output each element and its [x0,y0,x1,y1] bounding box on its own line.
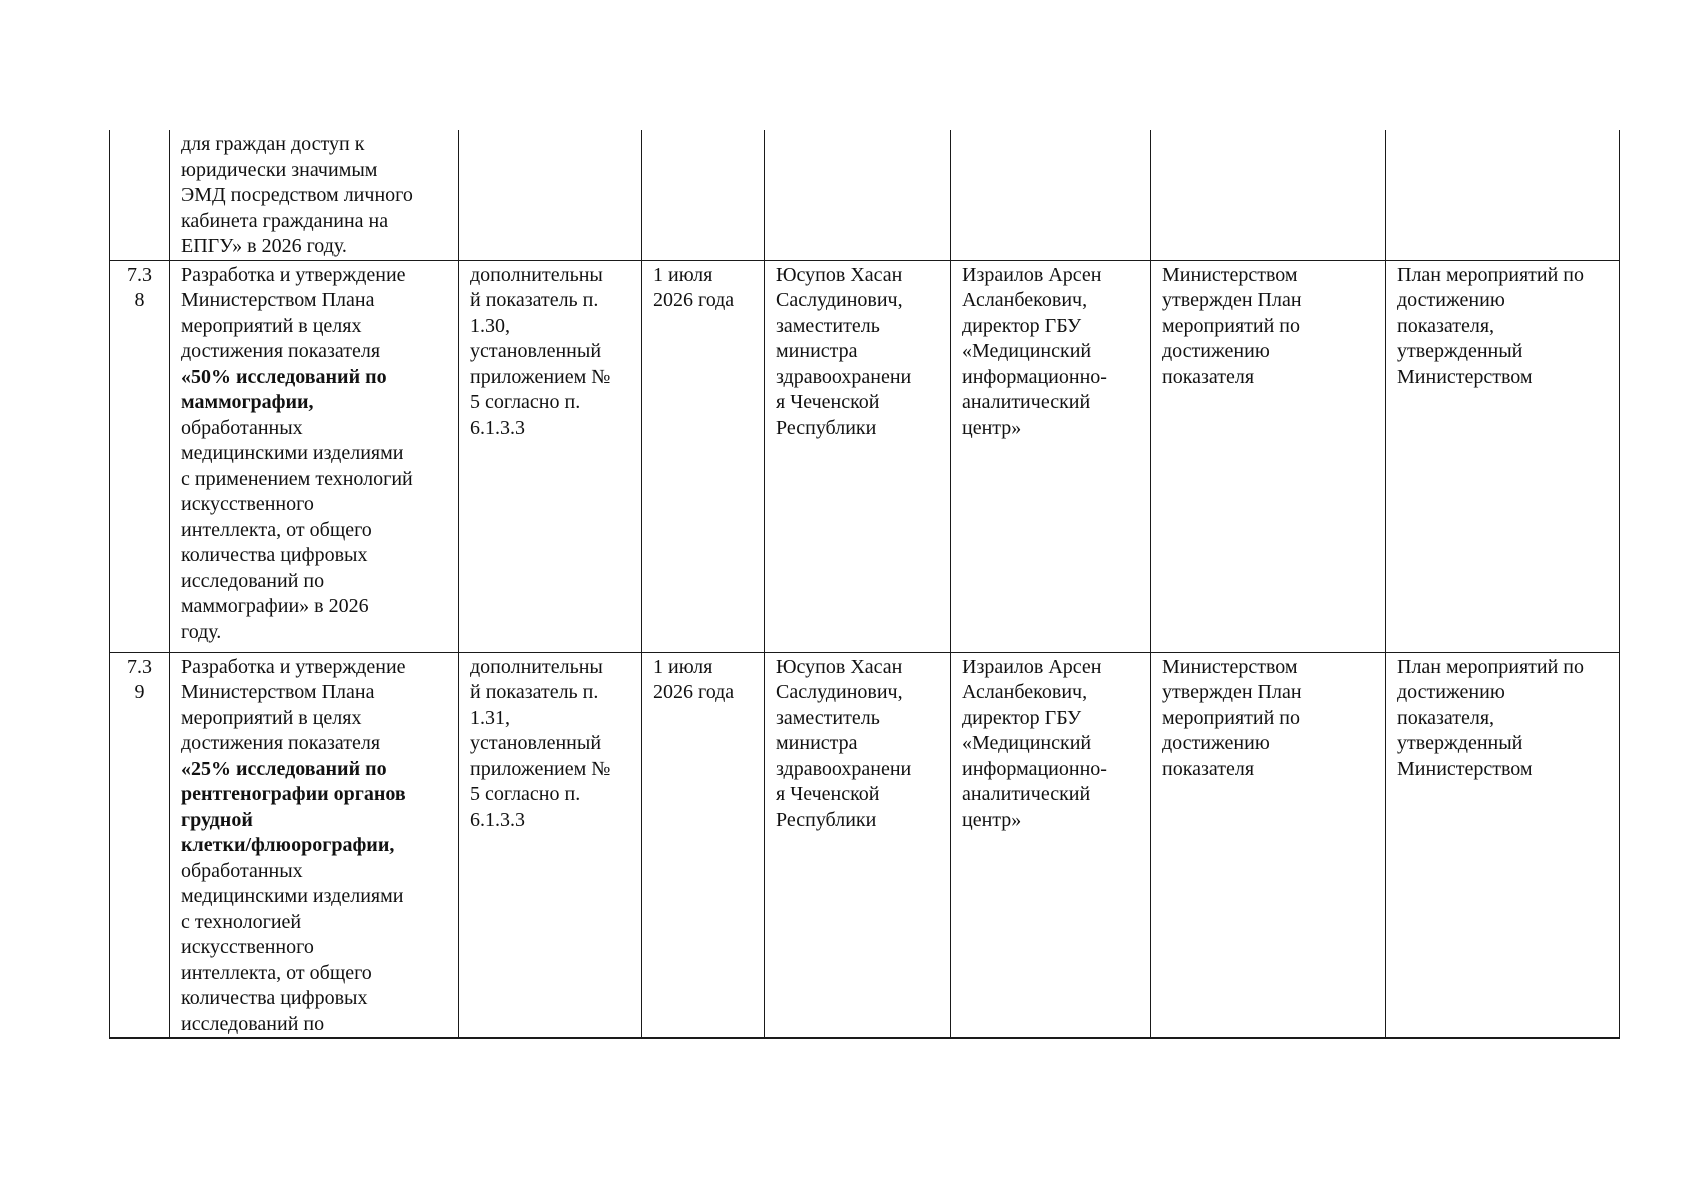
cell-text-line: центр» [962,416,1022,439]
table-row [110,260,1620,652]
cell-text-line: мероприятий по [1162,706,1300,729]
cell-text-line: интеллекта, от общего [181,518,372,541]
cell-text-line: «Медицинский [962,732,1092,754]
cell-text-line: 2026 года [653,681,735,703]
table-row [110,130,1620,260]
cell-text-line: показателя, [1397,314,1495,337]
document-cell [1386,652,1620,1038]
cell-text-line: достижению [1162,340,1270,362]
cell-text-line: искусственного [181,936,314,958]
deadline-cell [642,652,765,1038]
responsible-cell [765,260,951,652]
cell-text-line: «25% исследований по [181,757,387,780]
cell-text-line: директор ГБУ [962,706,1082,729]
cell-text-line: Юсупов Хасан [776,655,903,678]
row-number-cell [110,130,170,260]
cell-text-line: 6.1.3.3 [470,416,525,439]
cell-text-line: искусственного [181,493,314,515]
row-number-cell [110,652,170,1038]
cell-text-line: аналитический [962,391,1091,413]
cell-text-line: медицинскими изделиями [181,442,404,464]
cell-text-line: приложением № [470,757,611,780]
cell-text-line: установленный [470,340,602,362]
cell-text-line: Саслудинович, [776,289,903,311]
cell-text-line: обработанных [181,416,303,439]
cell-text-line: приложением № [470,365,611,388]
description-cell [170,130,459,260]
cell-text-line: утвержденный [1397,732,1523,754]
cell-text-line: количества цифровых [181,544,368,566]
cell-text-line: Асланбекович, [962,289,1088,311]
cell-text-line: Асланбекович, [962,681,1088,703]
cell-text-line: План мероприятий по [1397,655,1584,678]
cell-text-line: дополнительны [470,655,603,678]
cell-text-line: утвержденный [1397,340,1523,362]
executor-cell [951,130,1151,260]
cell-text-line: Министерством Плана [181,289,375,311]
cell-text-line: показателя [1162,757,1255,780]
deadline-cell [642,260,765,652]
cell-text-line: утвержден План [1162,289,1302,311]
table-body [110,130,1620,1038]
table-row [110,652,1620,1038]
indicator-cell [459,260,642,652]
executor-cell [951,260,1151,652]
cell-text-line: Разработка и утверждение [181,655,406,678]
cell-text-line: мероприятий в целях [181,314,362,337]
cell-text-line: министра [776,340,858,362]
cell-text-line: Республики [776,808,877,831]
cell-text-line: рентгенографии органов [181,783,406,805]
cell-text-line: я Чеченской [776,783,880,805]
responsible-cell [765,652,951,1038]
cell-text-line: Разработка и утверждение [181,263,406,286]
cell-text-line: 7.3 [127,655,152,678]
cell-text-line: Министерством Плана [181,681,375,703]
cell-text-line: центр» [962,808,1022,831]
cell-text-line: с применением технологий [181,467,413,490]
cell-text-line: мероприятий по [1162,314,1300,337]
indicator-cell [459,652,642,1038]
cell-text-line: й показатель п. [470,681,599,703]
cell-text-line: для граждан доступ к [181,133,365,155]
cell-text-line: 5 согласно п. [470,391,581,413]
cell-text-line: информационно- [962,365,1107,388]
cell-text-line: грудной [181,808,253,831]
responsible-cell [765,130,951,260]
cell-text-line: 1.30, [470,314,510,337]
cell-text-line: заместитель [776,706,880,729]
document-cell [1386,260,1620,652]
cell-text-line: показателя [1162,365,1255,388]
cell-text-line: достижению [1162,732,1270,754]
cell-text-line: я Чеченской [776,391,880,413]
cell-text-line: здравоохранени [776,365,912,388]
cell-text-line: Юсупов Хасан [776,263,903,286]
cell-text-line: ЕПГУ» в 2026 году. [181,235,347,257]
deadline-cell [642,130,765,260]
cell-text-line: достижения показателя [181,732,381,754]
result-cell [1151,652,1386,1038]
cell-text-line: здравоохранени [776,757,912,780]
cell-text-line: Министерством [1162,263,1298,286]
document-cell [1386,130,1620,260]
result-cell [1151,130,1386,260]
cell-text-line: Министерством [1397,757,1533,780]
cell-text-line: 8 [134,289,145,311]
cell-text-line: «Медицинский [962,340,1092,362]
cell-text-line: Министерством [1397,365,1533,388]
cell-text-line: ЭМД посредством личного [181,184,413,206]
row-number-cell [110,260,170,652]
cell-text-line: маммографии» в 2026 [181,595,369,617]
cell-text-line: утвержден План [1162,681,1302,703]
cell-text-line: медицинскими изделиями [181,885,404,907]
description-cell [170,260,459,652]
cell-text-line: исследований по [181,1012,325,1035]
cell-text-line: заместитель [776,314,880,337]
cell-text-line: кабинета гражданина на [181,209,389,232]
cell-text-line: 7.3 [127,263,152,286]
cell-text-line: директор ГБУ [962,314,1082,337]
description-cell [170,652,459,1038]
cell-text-line: Саслудинович, [776,681,903,703]
cell-text-line: 1.31, [470,706,510,729]
cell-text-line: 1 июля [653,655,713,678]
cell-text-line: достижению [1397,289,1505,311]
plan-table [109,130,1620,1039]
indicator-cell [459,130,642,260]
cell-text-line: показателя, [1397,706,1495,729]
cell-text-line: исследований по [181,569,325,592]
cell-text-line: информационно- [962,757,1107,780]
cell-text-line: количества цифровых [181,987,368,1009]
cell-text-line: Израилов Арсен [962,263,1102,286]
cell-text-line: 5 согласно п. [470,783,581,805]
cell-text-line: маммографии, [181,391,314,413]
cell-text-line: с технологией [181,910,302,933]
cell-text-line: й показатель п. [470,289,599,311]
cell-text-line: аналитический [962,783,1091,805]
cell-text-line: году. [181,620,222,643]
cell-text-line: достижению [1397,681,1505,703]
cell-text-line: План мероприятий по [1397,263,1584,286]
cell-text-line: министра [776,732,858,754]
cell-text-line: клетки/флюорографии, [181,834,395,856]
executor-cell [951,652,1151,1038]
cell-text-line: Республики [776,416,877,439]
cell-text-line: Министерством [1162,655,1298,678]
result-cell [1151,260,1386,652]
cell-text-line: 1 июля [653,263,713,286]
cell-text-line: Израилов Арсен [962,655,1102,678]
cell-text-line: достижения показателя [181,340,381,362]
cell-text-line: «50% исследований по [181,365,387,388]
cell-text-line: дополнительны [470,263,603,286]
cell-text-line: установленный [470,732,602,754]
cell-text-line: 9 [134,681,145,703]
cell-text-line: обработанных [181,859,303,882]
cell-text-line: юридически значимым [181,158,378,181]
cell-text-line: 6.1.3.3 [470,808,525,831]
cell-text-line: 2026 года [653,289,735,311]
cell-text-line: мероприятий в целях [181,706,362,729]
cell-text-line: интеллекта, от общего [181,961,372,984]
